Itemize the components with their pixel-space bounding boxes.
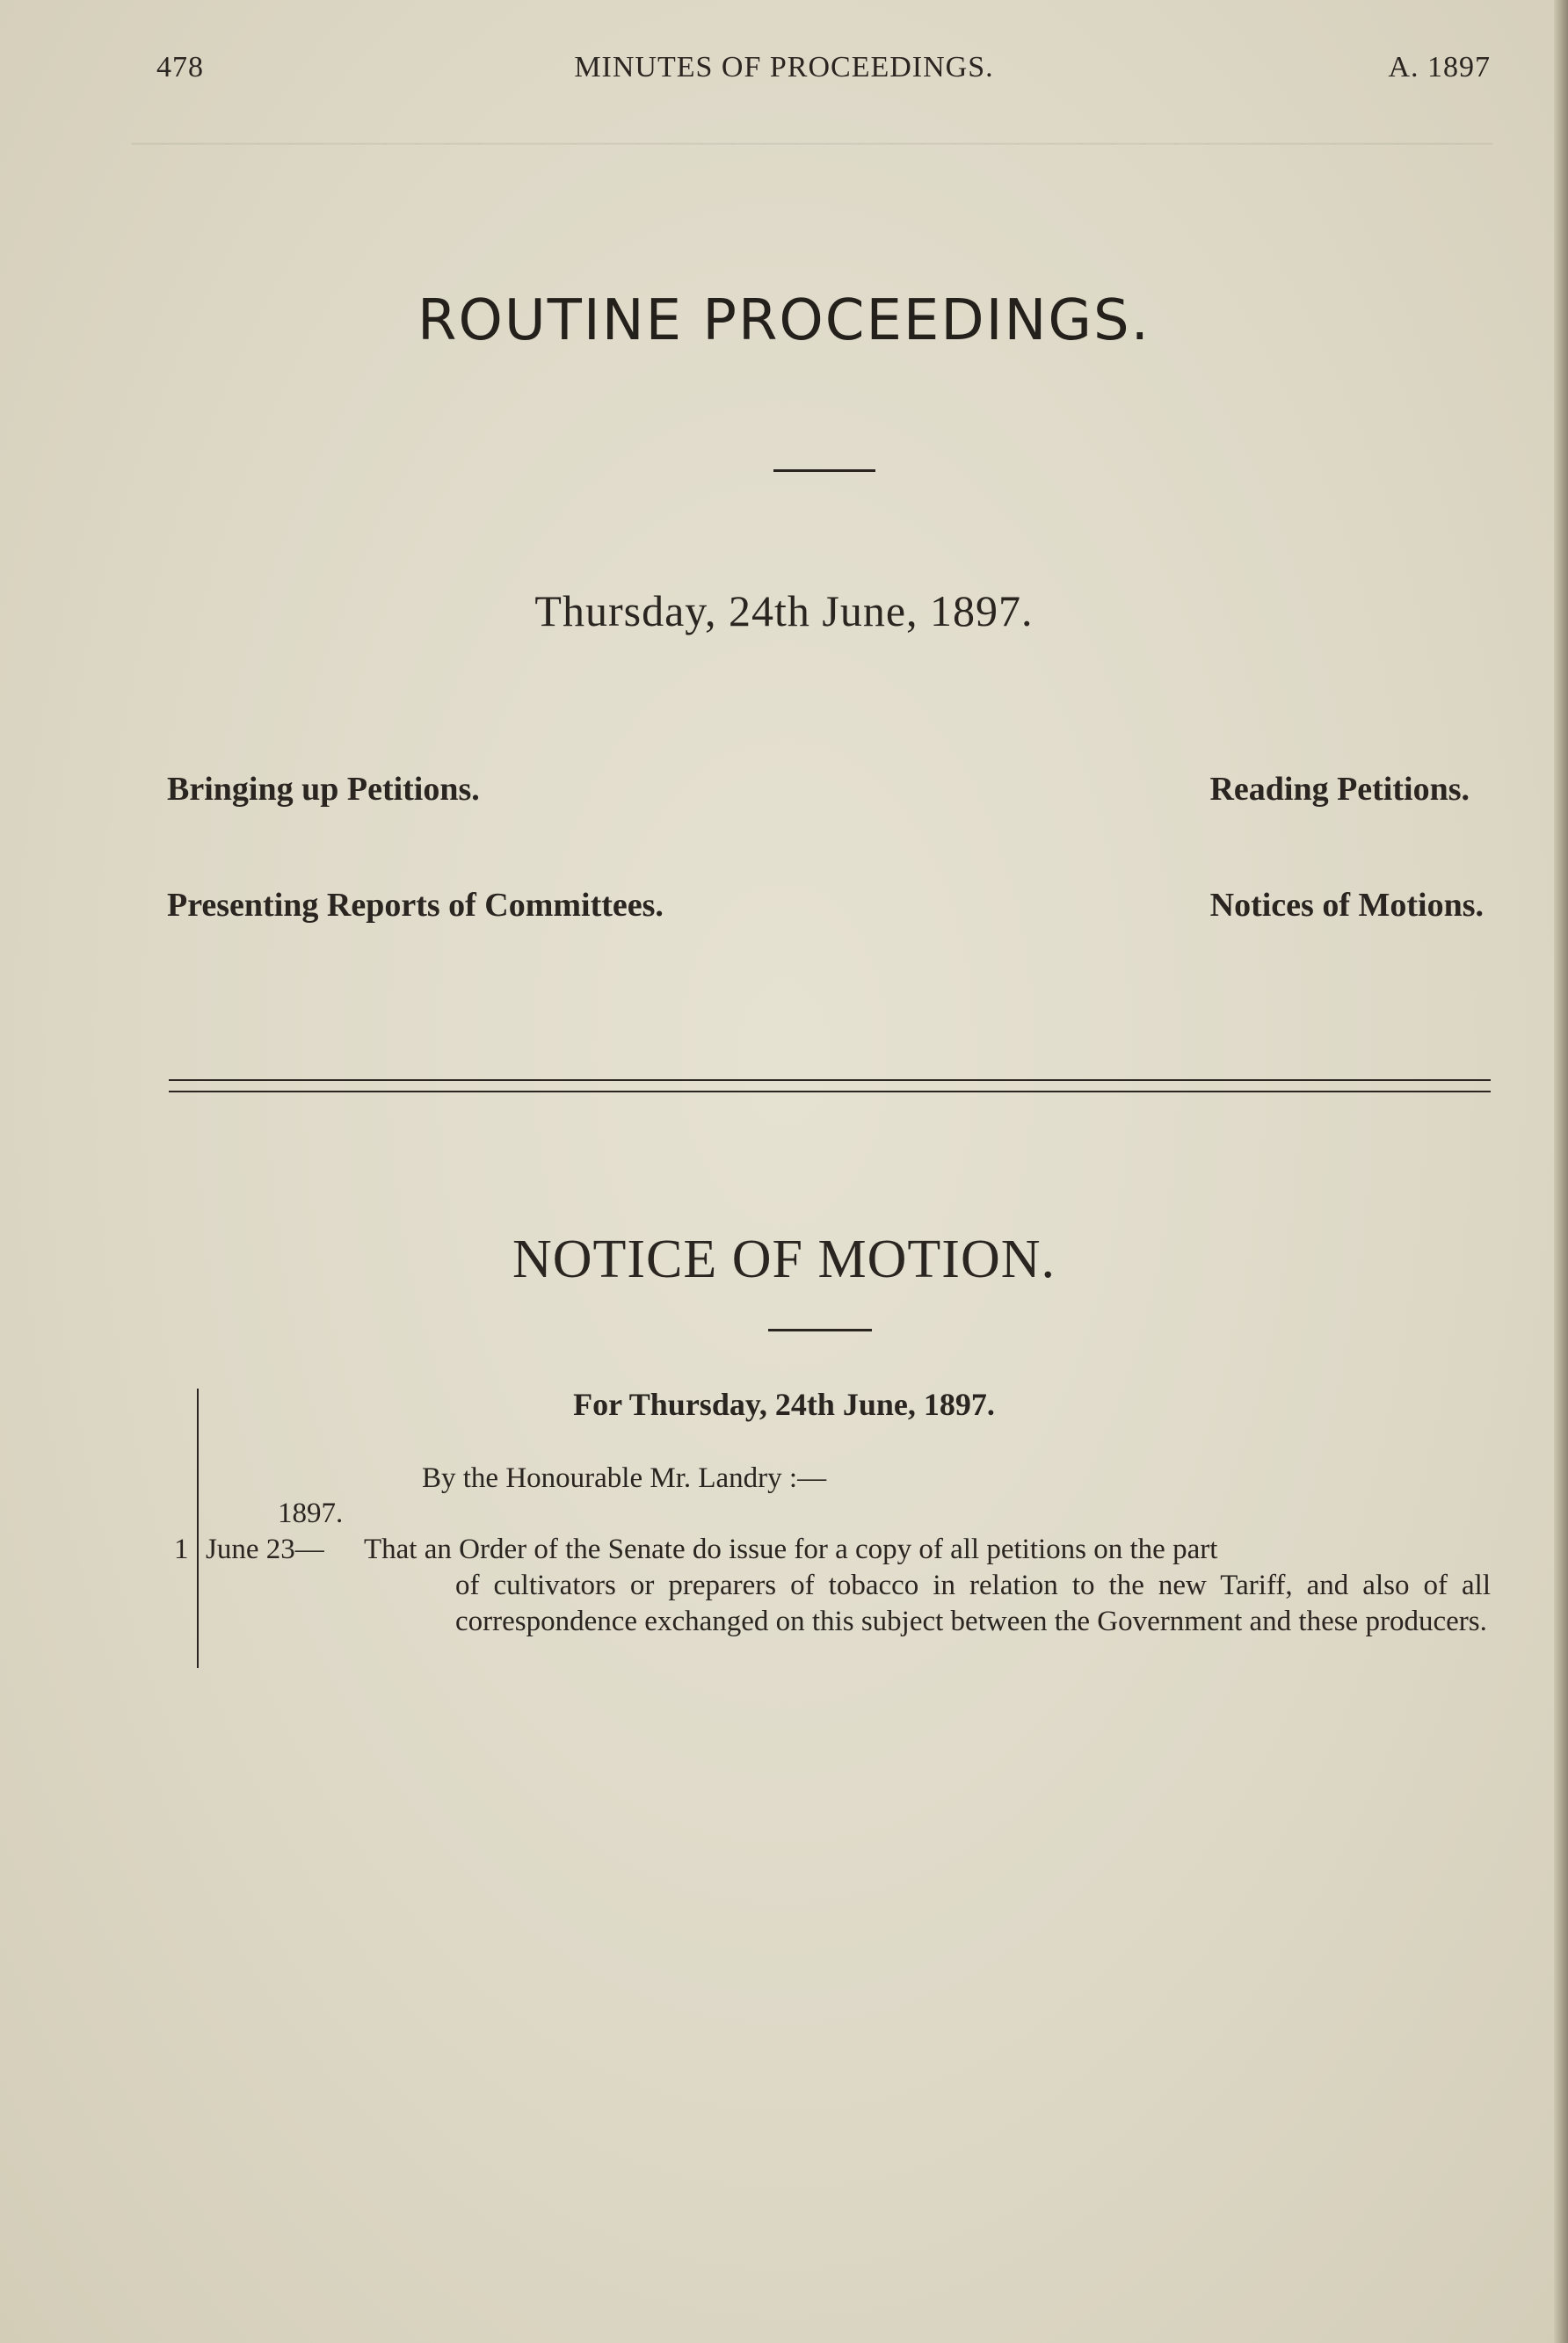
- motion-year: 1897.: [278, 1498, 344, 1529]
- title-rule: [773, 469, 875, 472]
- year-mark: A. 1897: [1388, 51, 1491, 83]
- section-divider-top: [169, 1079, 1491, 1081]
- margin-rule: [197, 1389, 199, 1668]
- routine-item-reading-petitions: Reading Petitions.: [1209, 771, 1470, 808]
- running-title: MINUTES OF PROCEEDINGS.: [574, 51, 994, 83]
- mover-line: By the Honourable Mr. Landry :—: [422, 1462, 827, 1494]
- motion-text-continuation: of cultivators or preparers of tobacco in relation to the new Tariff, and also of all correspondence exchanged on this subject between the Government and these producers.: [455, 1570, 1491, 1637]
- motion-first-line: That an Order of the Senate do issue for a copy of all petitions on the part: [364, 1534, 1218, 1565]
- routine-item-bringing-petitions: Bringing up Petitions.: [167, 771, 480, 808]
- routine-item-notices-of-motions: Notices of Motions.: [1209, 887, 1484, 924]
- sitting-date: Thursday, 24th June, 1897.: [534, 586, 1034, 635]
- section-divider-bottom: [169, 1091, 1491, 1092]
- section-title-routine: ROUTINE PROCEEDINGS.: [417, 288, 1151, 353]
- section-title-notice: NOTICE OF MOTION.: [512, 1230, 1056, 1289]
- motion-date-heading: For Thursday, 24th June, 1897.: [573, 1387, 995, 1422]
- routine-item-presenting-reports: Presenting Reports of Committees.: [167, 887, 664, 924]
- notice-title-rule: [768, 1329, 872, 1331]
- bleed-through-texture: ———————————————————————————————————————————: [132, 123, 1492, 158]
- motion-number: 1: [174, 1534, 189, 1565]
- motion-entry-date: June 23—: [206, 1534, 324, 1565]
- page-number: 478: [156, 51, 204, 83]
